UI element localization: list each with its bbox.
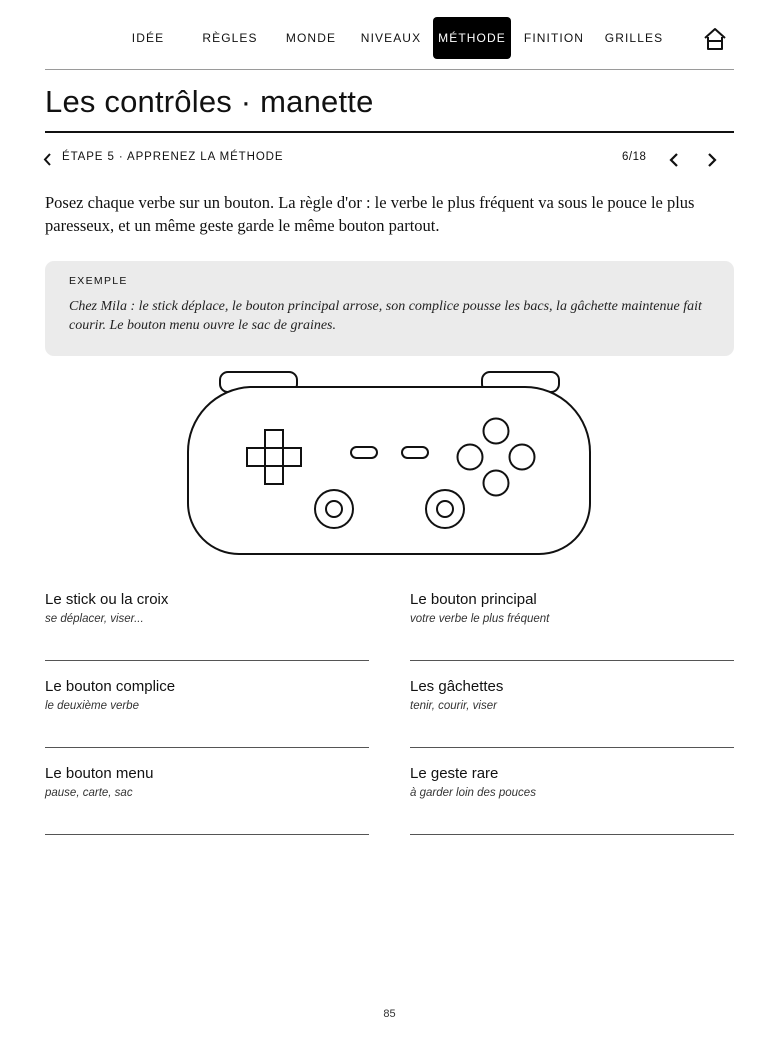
example-text: Chez Mila : le stick déplace, le bouton principal arrose, son complice pousse les bacs, la gâchette maintenue fait courir. Le bouton menu ouvre le sac de graines.	[69, 299, 702, 333]
label-subtitle: tenir, courir, viser	[410, 700, 497, 712]
label-rare-gesture	[410, 765, 734, 835]
top-navigation	[0, 17, 779, 60]
header-divider	[45, 69, 734, 70]
gamepad-illustration	[185, 368, 595, 560]
label-subtitle: à garder loin des pouces	[410, 787, 536, 799]
tab-niveaux[interactable]: NIVEAUX	[360, 31, 422, 45]
title-divider	[45, 131, 734, 133]
tab-methode[interactable]: MÉTHODE	[433, 17, 511, 59]
step-counter: 6/18	[622, 151, 647, 163]
label-title: Le bouton complice	[45, 678, 176, 695]
step-label: ÉTAPE 5 · APPRENEZ LA MÉTHODE	[62, 151, 284, 163]
label-title: Les gâchettes	[410, 678, 504, 695]
tab-regles[interactable]: RÈGLES	[202, 31, 258, 45]
example-box	[45, 261, 734, 356]
tab-grilles[interactable]: GRILLES	[604, 31, 664, 45]
label-menu-button	[45, 765, 369, 835]
home-icon[interactable]	[702, 26, 728, 52]
label-title: Le stick ou la croix	[45, 591, 169, 608]
label-subtitle: se déplacer, viser...	[45, 613, 144, 625]
next-step-button[interactable]	[703, 150, 721, 170]
tab-monde[interactable]: MONDE	[285, 31, 337, 45]
label-stick	[45, 591, 369, 661]
label-triggers	[410, 678, 734, 748]
tab-finition[interactable]: FINITION	[523, 31, 585, 45]
label-primary-button	[410, 591, 734, 661]
label-title: Le geste rare	[410, 765, 499, 782]
label-title: Le bouton menu	[45, 765, 154, 782]
label-companion-button	[45, 678, 369, 748]
example-label: EXEMPLE	[69, 275, 128, 287]
tab-idee[interactable]: IDÉE	[131, 31, 165, 45]
page-number: 85	[383, 1008, 396, 1020]
chevron-left-icon[interactable]	[40, 150, 56, 168]
intro-paragraph: Posez chaque verbe sur un bouton. La règle d'or : le verbe le plus fréquent va sous le pouce le plus paresseux, et un même geste garde le même bouton partout.	[45, 193, 695, 235]
controller-body	[188, 387, 590, 554]
label-subtitle: pause, carte, sac	[45, 787, 133, 799]
page-title: Les contrôles · manette	[45, 84, 374, 119]
label-title: Le bouton principal	[410, 591, 537, 608]
label-subtitle: votre verbe le plus fréquent	[410, 613, 550, 625]
label-subtitle: le deuxième verbe	[45, 700, 139, 712]
previous-step-button[interactable]	[665, 150, 683, 170]
